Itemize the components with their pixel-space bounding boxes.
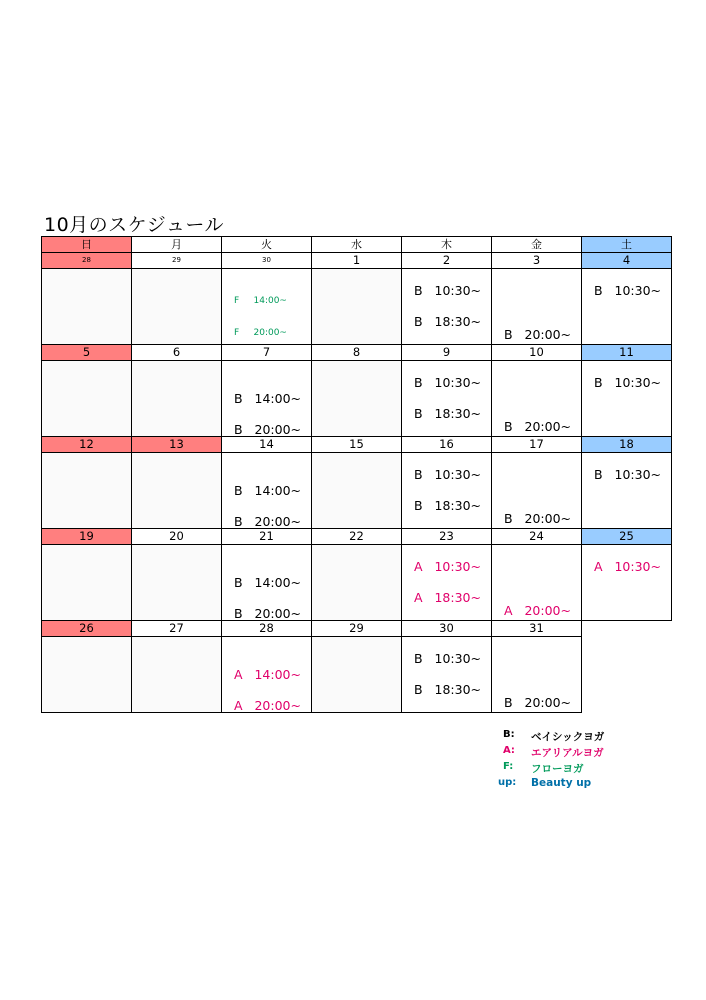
class-entry bbox=[234, 296, 287, 306]
day-cell bbox=[401, 268, 492, 345]
class-entry bbox=[594, 467, 661, 482]
date-cell: 20 bbox=[131, 528, 222, 545]
day-cell bbox=[581, 544, 672, 621]
date-cell: 29 bbox=[131, 252, 222, 269]
class-entry bbox=[234, 483, 301, 498]
day-cell bbox=[311, 360, 402, 437]
class-time: 10:30~ bbox=[434, 283, 481, 298]
class-code: A bbox=[504, 603, 513, 618]
weekday-header-3: 水 bbox=[311, 236, 402, 253]
date-cell: 5 bbox=[41, 344, 132, 361]
class-code: A bbox=[234, 698, 243, 713]
date-cell: 18 bbox=[581, 436, 672, 453]
class-time: 14:00~ bbox=[254, 483, 301, 498]
day-cell bbox=[41, 452, 132, 529]
class-time: 10:30~ bbox=[434, 375, 481, 390]
date-cell: 23 bbox=[401, 528, 492, 545]
class-time: 18:30~ bbox=[434, 406, 481, 421]
day-cell bbox=[221, 544, 312, 621]
class-entry bbox=[594, 559, 661, 574]
day-cell bbox=[491, 544, 582, 621]
class-entry bbox=[234, 698, 301, 713]
class-code: B bbox=[504, 419, 513, 434]
date-cell: 1 bbox=[311, 252, 402, 269]
class-time: 20:00~ bbox=[524, 511, 571, 526]
page-title: 10月のスケジュール bbox=[44, 214, 225, 236]
day-cell bbox=[491, 636, 582, 713]
class-code: B bbox=[414, 375, 423, 390]
date-cell: 28 bbox=[41, 252, 132, 269]
class-entry bbox=[234, 391, 301, 406]
day-cell bbox=[401, 360, 492, 437]
class-code: F bbox=[234, 328, 240, 338]
class-time: 18:30~ bbox=[434, 682, 481, 697]
date-cell: 7 bbox=[221, 344, 312, 361]
date-cell: 26 bbox=[41, 620, 132, 637]
class-entry bbox=[234, 328, 287, 338]
class-time: 10:30~ bbox=[614, 283, 661, 298]
day-cell bbox=[221, 360, 312, 437]
weekday-header-5: 金 bbox=[491, 236, 582, 253]
class-entry bbox=[234, 606, 301, 621]
class-entry bbox=[414, 682, 481, 697]
class-code: B bbox=[414, 467, 423, 482]
day-cell bbox=[221, 268, 312, 345]
class-time: 18:30~ bbox=[434, 498, 481, 513]
weekday-header-1: 月 bbox=[131, 236, 222, 253]
date-cell: 24 bbox=[491, 528, 582, 545]
class-code: B bbox=[414, 651, 423, 666]
day-cell bbox=[401, 636, 492, 713]
class-code: A bbox=[414, 559, 423, 574]
class-entry bbox=[414, 651, 481, 666]
class-code: B bbox=[594, 375, 603, 390]
date-cell: 29 bbox=[311, 620, 402, 637]
class-entry bbox=[504, 327, 571, 342]
day-cell bbox=[581, 452, 672, 529]
day-cell bbox=[401, 452, 492, 529]
class-code: B bbox=[234, 514, 243, 529]
class-time: 10:30~ bbox=[614, 467, 661, 482]
class-time: 20:00~ bbox=[524, 603, 571, 618]
day-cell bbox=[401, 544, 492, 621]
class-code: F bbox=[234, 296, 240, 306]
class-entry bbox=[234, 575, 301, 590]
date-cell: 27 bbox=[131, 620, 222, 637]
day-cell bbox=[311, 544, 402, 621]
day-cell bbox=[41, 636, 132, 713]
class-time: 14:00~ bbox=[254, 391, 301, 406]
class-entry bbox=[414, 467, 481, 482]
weekday-header-0: 日 bbox=[41, 236, 132, 253]
class-entry bbox=[414, 314, 481, 329]
day-cell bbox=[131, 360, 222, 437]
date-cell: 15 bbox=[311, 436, 402, 453]
class-time: 10:30~ bbox=[434, 467, 481, 482]
day-cell bbox=[491, 360, 582, 437]
weekday-header-4: 木 bbox=[401, 236, 492, 253]
class-code: B bbox=[234, 606, 243, 621]
class-time: 10:30~ bbox=[614, 559, 661, 574]
day-cell bbox=[131, 544, 222, 621]
class-code: B bbox=[414, 498, 423, 513]
date-cell: 30 bbox=[221, 252, 312, 269]
date-cell: 28 bbox=[221, 620, 312, 637]
class-code: B bbox=[594, 467, 603, 482]
class-time: 18:30~ bbox=[434, 590, 481, 605]
class-entry bbox=[234, 667, 301, 682]
class-time: 20:00~ bbox=[254, 606, 301, 621]
class-entry bbox=[504, 511, 571, 526]
class-code: B bbox=[414, 314, 423, 329]
day-cell bbox=[131, 268, 222, 345]
day-cell bbox=[311, 636, 402, 713]
date-cell: 22 bbox=[311, 528, 402, 545]
class-code: B bbox=[234, 483, 243, 498]
class-code: B bbox=[504, 695, 513, 710]
day-cell bbox=[41, 268, 132, 345]
legend-key: F: bbox=[503, 761, 514, 772]
date-cell: 9 bbox=[401, 344, 492, 361]
date-cell: 16 bbox=[401, 436, 492, 453]
date-cell: 6 bbox=[131, 344, 222, 361]
class-time: 20:00~ bbox=[524, 695, 571, 710]
date-cell: 8 bbox=[311, 344, 402, 361]
class-code: B bbox=[234, 391, 243, 406]
day-cell bbox=[491, 452, 582, 529]
date-cell: 2 bbox=[401, 252, 492, 269]
class-code: A bbox=[594, 559, 603, 574]
class-time: 20:00~ bbox=[254, 698, 301, 713]
class-code: B bbox=[594, 283, 603, 298]
legend-label: Beauty up bbox=[531, 777, 592, 789]
date-cell: 21 bbox=[221, 528, 312, 545]
day-cell bbox=[221, 452, 312, 529]
class-entry bbox=[504, 419, 571, 434]
date-cell: 31 bbox=[491, 620, 582, 637]
day-cell bbox=[491, 268, 582, 345]
class-time: 18:30~ bbox=[434, 314, 481, 329]
class-time: 14:00~ bbox=[254, 667, 301, 682]
day-cell bbox=[311, 268, 402, 345]
day-cell bbox=[41, 360, 132, 437]
class-entry bbox=[414, 283, 481, 298]
day-cell bbox=[581, 360, 672, 437]
legend-key: A: bbox=[503, 745, 515, 756]
class-code: A bbox=[414, 590, 423, 605]
legend-label: エアリアルヨガ bbox=[531, 747, 604, 759]
class-code: B bbox=[414, 406, 423, 421]
day-cell bbox=[131, 452, 222, 529]
class-time: 20:00~ bbox=[253, 328, 287, 338]
class-code: B bbox=[234, 422, 243, 437]
date-cell: 3 bbox=[491, 252, 582, 269]
class-time: 20:00~ bbox=[254, 514, 301, 529]
date-cell: 12 bbox=[41, 436, 132, 453]
class-time: 10:30~ bbox=[434, 559, 481, 574]
weekday-header-6: 土 bbox=[581, 236, 672, 253]
class-time: 10:30~ bbox=[614, 375, 661, 390]
class-entry bbox=[594, 375, 661, 390]
legend-key: up: bbox=[498, 777, 517, 788]
class-code: B bbox=[504, 327, 513, 342]
class-entry bbox=[234, 422, 301, 437]
class-time: 20:00~ bbox=[524, 327, 571, 342]
legend-key: B: bbox=[503, 729, 515, 740]
class-entry bbox=[594, 283, 661, 298]
weekday-header-2: 火 bbox=[221, 236, 312, 253]
date-cell: 10 bbox=[491, 344, 582, 361]
date-cell: 19 bbox=[41, 528, 132, 545]
date-cell: 30 bbox=[401, 620, 492, 637]
class-time: 14:00~ bbox=[254, 575, 301, 590]
class-entry bbox=[414, 498, 481, 513]
date-cell: 4 bbox=[581, 252, 672, 269]
class-entry bbox=[414, 590, 481, 605]
class-time: 20:00~ bbox=[254, 422, 301, 437]
date-cell: 17 bbox=[491, 436, 582, 453]
date-cell: 13 bbox=[131, 436, 222, 453]
class-entry bbox=[414, 406, 481, 421]
date-cell: 25 bbox=[581, 528, 672, 545]
date-cell: 11 bbox=[581, 344, 672, 361]
class-entry bbox=[234, 514, 301, 529]
class-entry bbox=[504, 695, 571, 710]
class-entry bbox=[414, 559, 481, 574]
day-cell bbox=[311, 452, 402, 529]
class-entry bbox=[504, 603, 571, 618]
class-code: B bbox=[234, 575, 243, 590]
day-cell bbox=[131, 636, 222, 713]
class-time: 14:00~ bbox=[253, 296, 287, 306]
class-code: A bbox=[234, 667, 243, 682]
class-code: B bbox=[414, 283, 423, 298]
class-code: B bbox=[504, 511, 513, 526]
class-entry bbox=[414, 375, 481, 390]
day-cell bbox=[41, 544, 132, 621]
date-cell: 14 bbox=[221, 436, 312, 453]
class-code: B bbox=[414, 682, 423, 697]
day-cell bbox=[221, 636, 312, 713]
day-cell bbox=[581, 268, 672, 345]
class-time: 10:30~ bbox=[434, 651, 481, 666]
legend-label: フローヨガ bbox=[531, 763, 584, 775]
class-time: 20:00~ bbox=[524, 419, 571, 434]
legend-label: ベイシックヨガ bbox=[531, 731, 605, 743]
